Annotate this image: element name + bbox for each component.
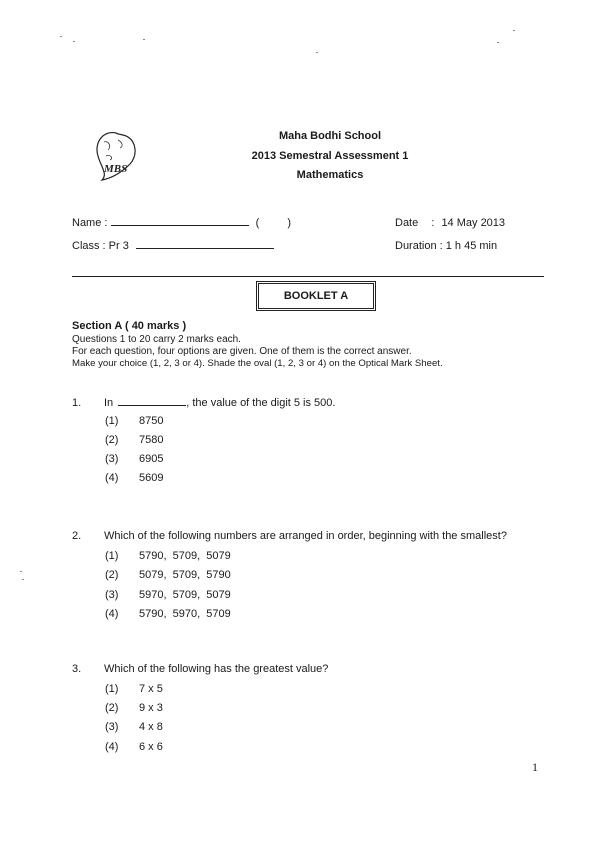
question-text: Which of the following numbers are arranged in order, beginning with the smallest? — [104, 530, 507, 542]
register-open-paren: ( — [255, 217, 260, 229]
option-text: 5079, 5709, 5790 — [139, 569, 231, 581]
booklet-box — [258, 283, 374, 309]
date-separator: : — [431, 217, 435, 229]
option-number: (4) — [105, 472, 119, 484]
scan-speck — [20, 571, 22, 572]
date-field — [395, 217, 505, 229]
question-number: 2. — [72, 530, 82, 542]
option-text: 7580 — [139, 434, 164, 446]
option-number: (2) — [105, 569, 119, 581]
header-divider — [72, 276, 544, 277]
scan-speck — [497, 42, 499, 43]
option-text: 4 x 8 — [139, 721, 163, 733]
instruction-line: Make your choice (1, 2, 3 or 4). Shade the oval (1, 2, 3 or 4) on the Optical Mark Sheet. — [72, 358, 443, 369]
class-label: Class : Pr 3 — [72, 240, 129, 252]
option-number: (4) — [105, 741, 119, 753]
scan-speck — [60, 36, 62, 37]
option-number: (2) — [105, 434, 119, 446]
question-text-end: , the value of the digit 5 is 500. — [186, 397, 336, 409]
option-text: 6 x 6 — [139, 741, 163, 753]
option-text: 5790, 5970, 5709 — [139, 608, 231, 620]
register-close-paren: ) — [287, 217, 292, 229]
option-text: 6905 — [139, 453, 164, 465]
instruction-line: Questions 1 to 20 carry 2 marks each. — [72, 334, 241, 345]
option-number: (3) — [105, 589, 119, 601]
scan-speck — [73, 41, 75, 42]
section-title: Section A ( 40 marks ) — [72, 320, 187, 332]
option-text: 9 x 3 — [139, 702, 163, 714]
option-number: (3) — [105, 453, 119, 465]
class-field — [72, 240, 274, 252]
option-text: 5970, 5709, 5079 — [139, 589, 231, 601]
name-field — [72, 217, 291, 229]
option-text: 5790, 5709, 5079 — [139, 550, 231, 562]
answer-blank — [118, 405, 186, 406]
scan-speck — [22, 579, 24, 580]
question-text: Which of the following has the greatest value? — [104, 663, 329, 675]
scan-speck — [143, 39, 145, 40]
date-label: Date — [395, 217, 419, 229]
assessment-title: 2013 Semestral Assessment 1 — [251, 150, 409, 162]
question-text — [104, 397, 335, 409]
name-label: Name : — [72, 217, 108, 229]
question-text-start: In — [104, 397, 114, 409]
class-blank[interactable] — [136, 248, 274, 249]
school-name: Maha Bodhi School — [278, 130, 382, 142]
option-number: (1) — [105, 550, 119, 562]
duration-field: Duration : 1 h 45 min — [395, 240, 498, 252]
subject-title: Mathematics — [296, 169, 364, 181]
option-number: (3) — [105, 721, 119, 733]
option-number: (1) — [105, 415, 119, 427]
option-number: (1) — [105, 683, 119, 695]
scan-speck — [513, 30, 515, 31]
option-text: 8750 — [139, 415, 164, 427]
booklet-label: BOOKLET A — [283, 290, 349, 302]
scan-speck — [316, 52, 318, 53]
option-number: (4) — [105, 608, 119, 620]
question-number: 1. — [72, 397, 82, 409]
instruction-line: For each question, four options are given. One of them is the correct answer. — [72, 346, 412, 357]
option-text: 5609 — [139, 472, 164, 484]
question-number: 3. — [72, 663, 82, 675]
date-value: 14 May 2013 — [441, 217, 506, 229]
option-number: (2) — [105, 702, 119, 714]
logo-letters: MBS — [104, 163, 128, 175]
name-blank[interactable] — [111, 225, 249, 226]
option-text: 7 x 5 — [139, 683, 163, 695]
page-number: 1 — [532, 760, 538, 774]
